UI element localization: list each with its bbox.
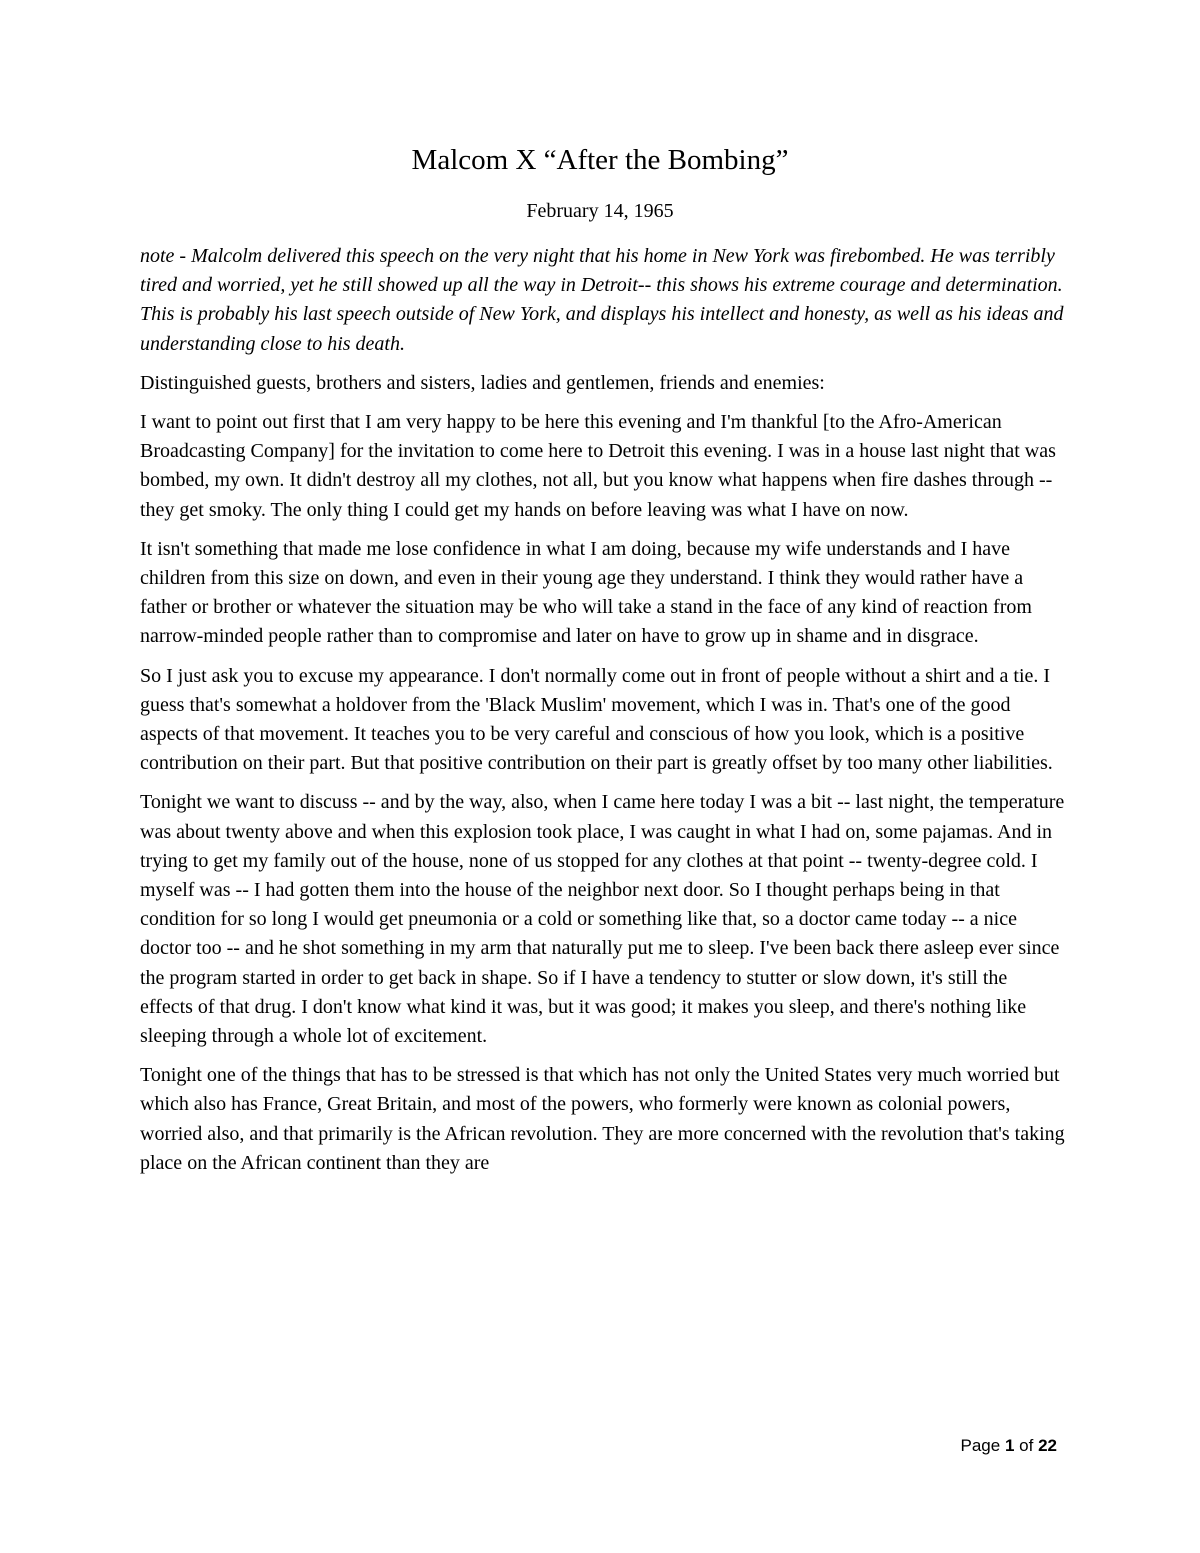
paragraph-salutation: Distinguished guests, brothers and sisters, ladies and gentlemen, friends and enemies: — [140, 371, 825, 394]
editor-note: note - Malcolm delivered this speech on the very night that his home in New York was firebombed. He was terribly tired and worried, yet he still showed up all the way in Detroit-- this shows his extreme courage and determination. This is probably his last speech outside of New York, and displays his intellect and honesty, as well as his ideas and understanding close to his death. — [140, 245, 1064, 355]
paragraph: So I just ask you to excuse my appearance. I don't normally come out in front of people without a shirt and a tie. I guess that's somewhat a holdover from the 'Black Muslim' movement, which I was in. That's one of the good aspects of that movement. It teaches you to be very careful and conscious of how you look, which is a positive contribution on their part. But that positive contribution on their part is greatly offset by too many other liabilities. — [140, 664, 1053, 775]
document-title: Malcom X “After the Bombing” — [411, 144, 789, 176]
total-pages-number: 22 — [1038, 1436, 1057, 1455]
page-number-footer — [961, 1434, 1057, 1458]
paragraph: I want to point out first that I am very happy to be here this evening and I'm thankful [to the Afro-American Broadcasting Company] for the invitation to come here to Detroit this evening. I was in a house last night that was bombed, my own. It didn't destroy all my clothes, not all, but you know what happens when fire dashes through -- they get smoky. The only thing I could get my hands on before leaving was what I have on now. — [140, 411, 1056, 521]
document-body — [140, 242, 1065, 1188]
paragraph: It isn't something that made me lose confidence in what I am doing, because my wife understands and I have children from this size on down, and even in their young age they understand. I think they would rather have a father or brother or whatever the situation may be who will take a stand in the face of any kind of reaction from narrow-minded people rather than to compromise and later on have to grow up in shame and in disgrace. — [140, 537, 1032, 648]
page-label: Page — [960, 1436, 1001, 1455]
paragraph: Tonight one of the things that has to be stressed is that which has not only the United States very much worried but which also has France, Great Britain, and most of the powers, who formerly were known as colonial powers, worried also, and that primarily is the African revolution. They are more concerned with the revolution that's taking place on the African continent than they are — [140, 1064, 1065, 1174]
document-date: February 14, 1965 — [526, 200, 674, 222]
paragraph: Tonight we want to discuss -- and by the way, also, when I came here today I was a bit -- last night, the temperature was about twenty above and when this explosion took place, I was caught in what I had on, some pajamas. And in trying to get my family out of the house, none of us stopped for any clothes at that point -- twenty-degree cold. I myself was -- I had gotten them into the house of the neighbor next door. So I thought perhaps being in that condition for so long I would get pneumonia or a cold or something like that, so a doctor came today -- a nice doctor too -- and he shot something in my arm that naturally put me to sleep. I've been back there asleep ever since the program started in order to get back in shape. So if I have a tendency to stutter or slow down, it's still the effects of that drug. I don't know what kind it was, but it was good; it makes you sleep, and there's nothing like sleeping through a whole lot of excitement. — [140, 791, 1065, 1048]
of-label: of — [1019, 1436, 1034, 1455]
current-page-number: 1 — [1004, 1436, 1015, 1455]
